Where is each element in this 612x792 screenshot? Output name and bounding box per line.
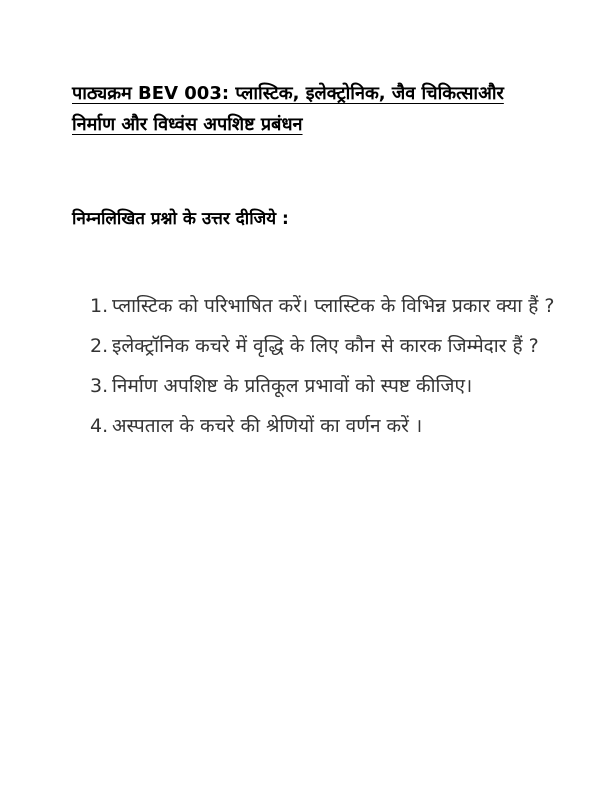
course-heading [72, 78, 542, 140]
question-text: निर्माण अपशिष्ट के प्रतिकूल प्रभावों को स्पष्ट कीजिए। [112, 375, 473, 397]
question-text: इलेक्ट्रॉनिक कचरे में वृद्धि के लिए कौन से कारक जिम्मेदार हैं ? [112, 335, 539, 357]
course-heading-line-2: निर्माण और विध्वंस अपशिष्ट प्रबंधन [72, 114, 303, 135]
question-item-2 [90, 326, 560, 366]
question-list [90, 286, 560, 446]
question-item-4 [90, 406, 560, 446]
question-number: 2. [90, 335, 109, 357]
course-heading-line-1: पाठ्यक्रम BEV 003: प्लास्टिक, इलेक्ट्रोनिक, जैव चिकित्साऔर [72, 83, 504, 104]
question-number: 1. [90, 295, 109, 317]
question-text: अस्पताल के कचरे की श्रेणियों का वर्णन करें । [112, 415, 423, 437]
question-number: 4. [90, 415, 109, 437]
question-item-1 [90, 286, 560, 326]
instruction-text: निम्नलिखित प्रश्नो के उत्तर दीजिये : [72, 209, 289, 229]
question-text: प्लास्टिक को परिभाषित करें। प्लास्टिक के विभिन्न प्रकार क्या हैं ? [112, 295, 555, 317]
question-number: 3. [90, 375, 109, 397]
question-item-3 [90, 366, 560, 406]
